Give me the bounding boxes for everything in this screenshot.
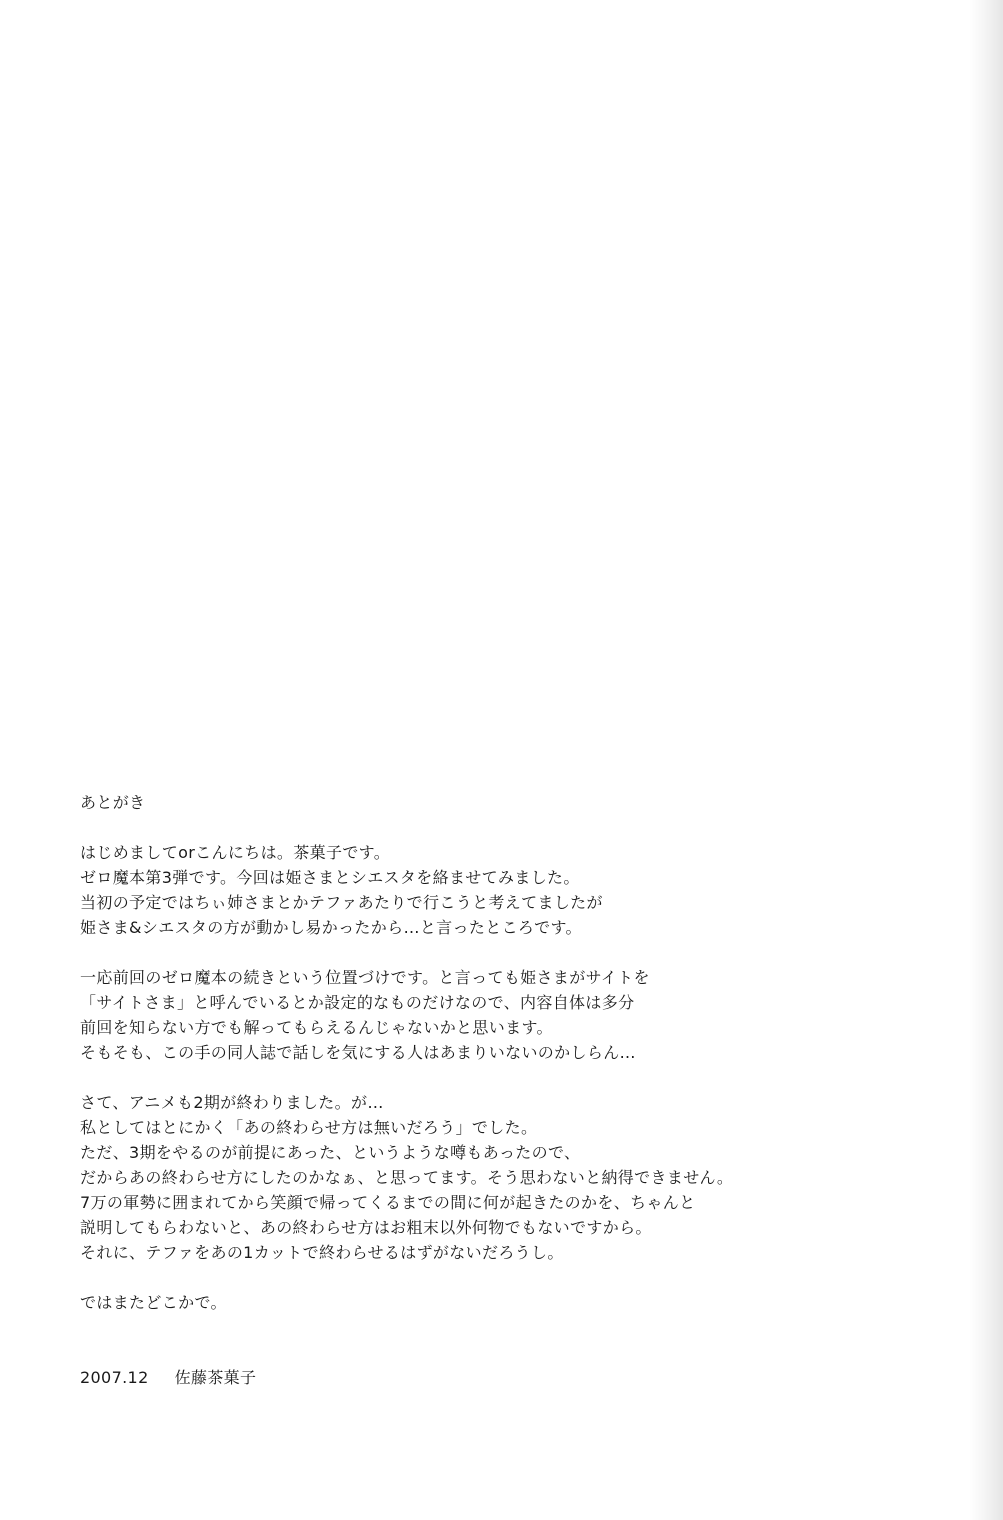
paragraph-3-line-6: 説明してもらわないと、あの終わらせ方はお粗末以外何物でもないですから。 — [80, 1218, 652, 1237]
paragraph-3-line-2: 私としてはとにかく「あの終わらせ方は無いだろう」でした。 — [80, 1118, 538, 1137]
paragraph-2-line-4: そもそも、この手の同人誌で話しを気にする人はあまりいないのかしらん… — [80, 1043, 636, 1062]
spacer — [80, 1315, 960, 1340]
spacer — [80, 940, 960, 965]
signature-author: 佐藤茶菓子 — [174, 1368, 257, 1387]
paragraph-2-line-1: 一応前回のゼロ魔本の続きという位置づけです。と言っても姫さまがサイトを — [80, 968, 650, 987]
spacer — [80, 1265, 960, 1290]
page-edge-shadow — [969, 0, 1003, 1520]
afterword-title: あとがき — [80, 793, 146, 812]
paragraph-3-line-1: さて、アニメも2期が終わりました。が… — [80, 1093, 384, 1112]
afterword-text — [80, 790, 960, 1390]
paragraph-1-line-4: 姫さま&シエスタの方が動かし易かったから…と言ったところです。 — [80, 918, 582, 937]
closing-line: ではまたどこかで。 — [80, 1293, 227, 1312]
paragraph-2-line-3: 前回を知らない方でも解ってもらえるんじゃないかと思います。 — [80, 1018, 553, 1037]
spacer — [80, 1065, 960, 1090]
paragraph-3-line-4: だからあの終わらせ方にしたのかなぁ、と思ってます。そう思わないと納得できません。 — [80, 1168, 734, 1187]
signature-date: 2007.12 — [80, 1368, 149, 1387]
signature-line — [80, 1365, 960, 1390]
paragraph-3-line-5: 7万の軍勢に囲まれてから笑顔で帰ってくるまでの間に何が起きたのかを、ちゃんと — [80, 1193, 696, 1212]
paragraph-3-line-3: ただ、3期をやるのが前提にあった、というような噂もあったので、 — [80, 1143, 581, 1162]
spacer — [80, 815, 960, 840]
paragraph-1-line-1: はじめましてorこんにちは。茶菓子です。 — [80, 843, 391, 862]
paragraph-3-line-7: それに、テファをあの1カットで終わらせるはずがないだろうし。 — [80, 1243, 564, 1262]
paragraph-1-line-3: 当初の予定ではちぃ姉さまとかテファあたりで行こうと考えてましたが — [80, 893, 603, 912]
spacer — [80, 1340, 960, 1365]
paragraph-1-line-2: ゼロ魔本第3弾です。今回は姫さまとシエスタを絡ませてみました。 — [80, 868, 580, 887]
paragraph-2-line-2: 「サイトさま」と呼んでいるとか設定的なものだけなので、内容自体は多分 — [80, 993, 635, 1012]
